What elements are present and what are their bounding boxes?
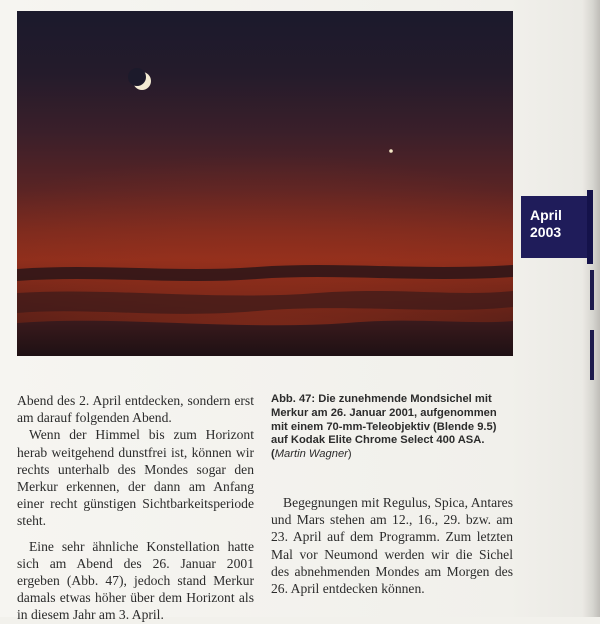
night-sky-photo — [17, 11, 513, 356]
paragraph-4: Begegnungen mit Regulus, Spica, Antares und Mars stehen am 12., 16., 29. bzw. am 23. April auf dem Programm. Zum letzten Mal vor Neumond werden wir die Sichel des abnehmenden Mondes am Morgen des 26. April entdecken können. — [271, 495, 513, 597]
caption-text: Abb. 47: Die zunehmende Mondsichel mit Merkur am 26. Januar 2001, aufgenommen mit einem 70-mm-Teleobjektiv (Blende 9.5) auf Kodak Elite Chrome Select 400 ASA. ( — [271, 393, 497, 461]
page-edge-mark — [590, 270, 594, 310]
tab-year: 2003 — [530, 224, 562, 240]
left-text-column — [17, 392, 254, 624]
figure-caption — [271, 393, 513, 462]
paragraph-2: Wenn der Himmel bis zum Horizont herab weitgehend dunstfrei ist, können wir rechts unterhalb des Mondes sogar den Merkur erkennen, der dann am Anfang einer recht günstigen Sichtbarkeitsperiode steht. — [17, 427, 254, 529]
page-edge-mark — [590, 330, 594, 380]
right-text-column — [271, 494, 513, 597]
caption-close: ) — [347, 448, 352, 461]
caption-credit: Martin Wagner — [274, 448, 348, 461]
tab-month: April — [530, 207, 562, 223]
tab-edge-bar — [587, 190, 593, 264]
month-tab — [521, 196, 587, 258]
mercury-planet — [389, 149, 393, 153]
photo-illustration — [17, 11, 513, 356]
paragraph-3: Eine sehr ähnliche Konstellation hatte sich am Abend des 26. Januar 2001 ergeben (Abb. 47), jedoch stand Merkur damals etwas höher über dem Horizont als in diesem Jahr am 3. April. — [17, 538, 254, 623]
crescent-moon — [128, 68, 151, 90]
cloud-band — [17, 321, 513, 356]
paragraph-1: Abend des 2. April entdecken, sondern erst am darauf folgenden Abend. — [17, 393, 254, 426]
